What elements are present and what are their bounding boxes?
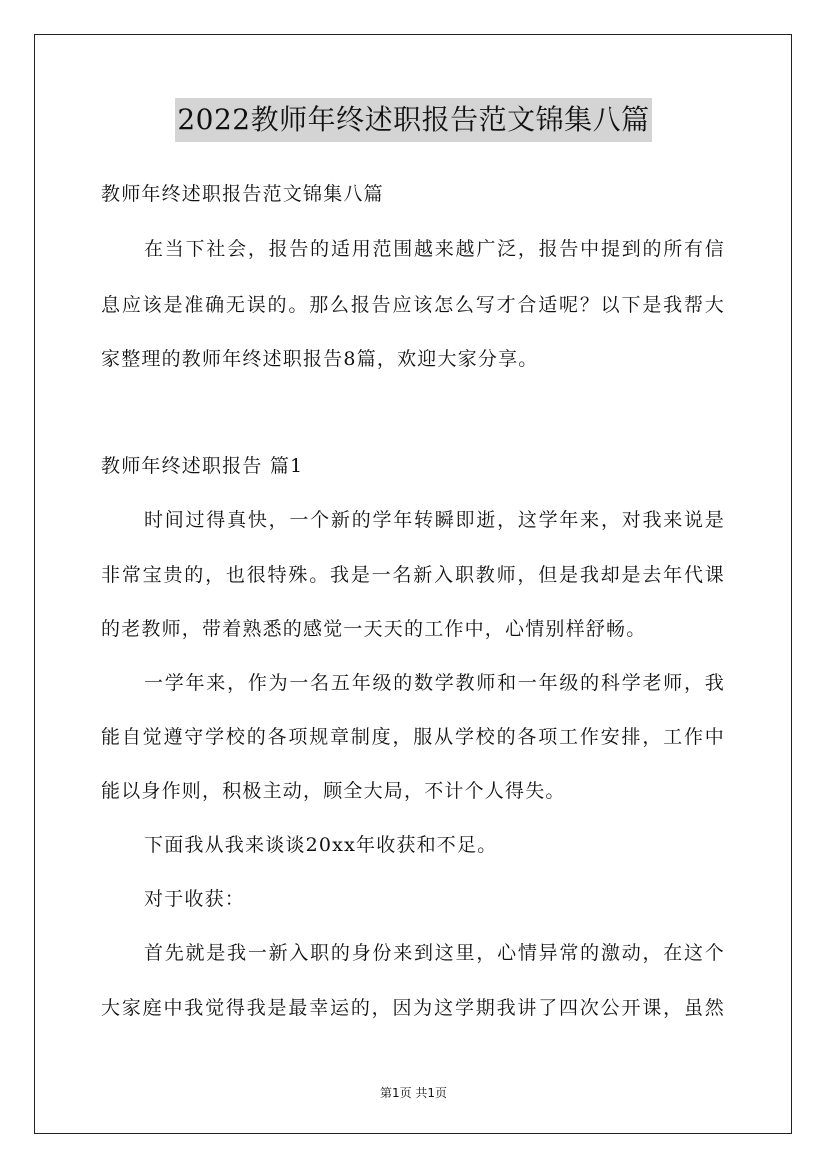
document-subtitle: 教师年终述职报告范文锦集八篇	[101, 183, 384, 205]
para2-line-3: 能以身作则，积极主动，顾全大局，不计个人得失。	[101, 780, 566, 802]
para3-line: 下面我从我来谈谈20xx年收获和不足。	[144, 834, 498, 856]
section-heading: 教师年终述职报告 篇1	[101, 455, 304, 477]
para1-line-3: 的老教师，带着熟悉的感觉一天天的工作中，心情别样舒畅。	[101, 618, 647, 640]
page-footer: 第1页 共1页	[379, 1086, 448, 1100]
para1-line-2: 非常宝贵的，也很特殊。我是一名新入职教师，但是我却是去年代课	[101, 564, 725, 586]
intro-line-3: 家整理的教师年终述职报告8篇，欢迎大家分享。	[101, 348, 539, 370]
para2-line-2: 能自觉遵守学校的各项规章制度，服从学校的各项工作安排，工作中	[101, 726, 725, 748]
para5-line-1: 首先就是我一新入职的身份来到这里，心情异常的激动，在这个	[144, 942, 725, 964]
intro-line-1: 在当下社会，报告的适用范围越来越广泛，报告中提到的所有信	[144, 238, 725, 260]
title-container	[0, 98, 827, 142]
document-title: 2022教师年终述职报告范文锦集八篇	[175, 98, 651, 142]
para2-line-1: 一学年来，作为一名五年级的数学教师和一年级的科学老师，我	[144, 672, 725, 694]
para1-line-1: 时间过得真快，一个新的学年转瞬即逝，这学年来，对我来说是	[144, 509, 725, 531]
intro-line-2: 息应该是准确无误的。那么报告应该怎么写才合适呢？以下是我帮大	[101, 294, 725, 316]
para4-line: 对于收获：	[144, 888, 246, 910]
para5-line-2: 大家庭中我觉得我是最幸运的，因为这学期我讲了四次公开课，虽然	[101, 997, 725, 1019]
